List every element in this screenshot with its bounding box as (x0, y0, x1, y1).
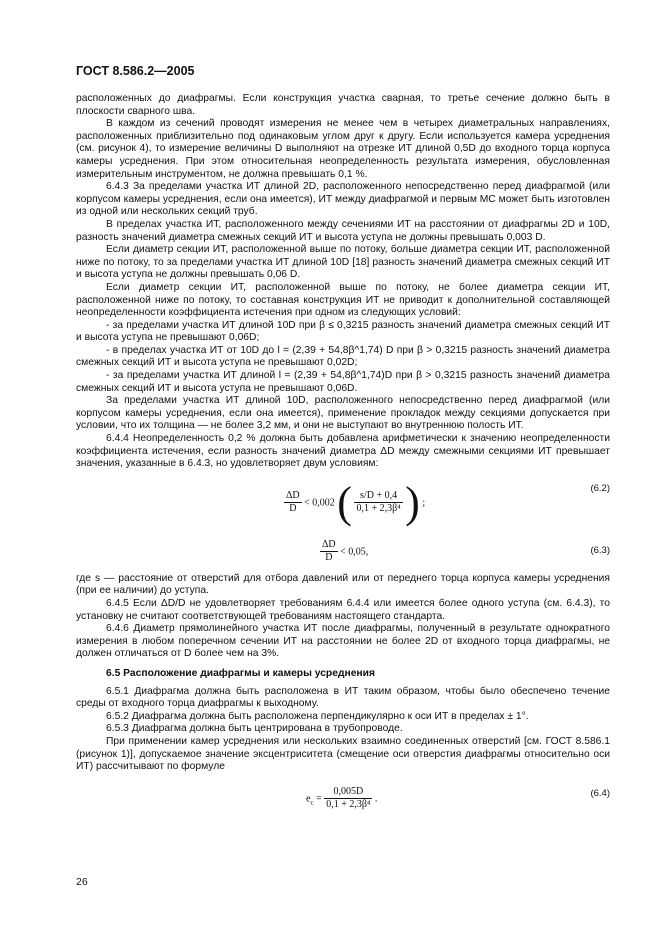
formula-fraction: $\frac{\Delta D}{D}$ (286, 489, 300, 515)
formula-fraction: $\frac{0,005D}{\text{0,1 + 2,3β⁴}}$ (326, 785, 371, 811)
paragraph: При применении камер усреднения или нескольких взаимно соединенных отверстий [см. ГОСТ 8.586.1 (рисунок 1)], допускаемое значение эксцентриситета (смещение оси отверстия диафрагмы относительно оси ИТ) рассчитывают по формуле (76, 735, 610, 773)
paragraph: В пределах участка ИТ, расположенного между сечениями ИТ на расстоянии от диафрагмы 2D и 10D, разность значений диаметра смежных секций ИТ и высота уступа не должны превышать 0,003 D. (76, 218, 610, 243)
paragraph-6-4-4: 6.4.4 Неопределенность 0,2 % должна быть добавлена арифметически к значению неопределенности коэффициента истечения, если разность значений диаметра ΔD между смежными секциями ИТ превышает значения, указанные в 6.4.3, но удовлетворяет двум условиям: (76, 433, 610, 470)
paragraph-6-5-1: 6.5.1 Диафрагма должна быть расположена в ИТ таким образом, чтобы было обеспечено течение среды от входного торца диафрагмы к выходному. (76, 685, 610, 710)
paragraph-6-5-3: 6.5.3 Диафрагма должна быть центрирована в трубопроводе. (106, 723, 403, 735)
paragraph: В каждом из сечений проводят измерения не менее чем в четырех диаметральных направлениях, расположенных приблизительно под одинаковым углом друг к другу. Если используется камера усреднения (см. рисунок 4), то измерение величины D выполняют на отрезке ИТ длиной 0,5D до входного торца корпуса камеры усреднения. При этом относительная неопределенность результата измерения, обусловленная измерительным инструментом, не должна превышать 0,1 %. (76, 118, 610, 180)
paragraph-6-4-5: 6.4.5 Если ΔD/D не удовлетворяет требованиям 6.4.4 или имеется более одного уступа (см. 6.4.3), то установку не считают соответствующей требованиям настоящего стандарта. (76, 598, 610, 622)
formula-fraction: $\frac{\Delta D}{D}$ (322, 538, 336, 564)
paragraph: Если диаметр секции ИТ, расположенной выше по потоку, не более диаметра секции ИТ, расположенной ниже по потоку, то составная конструкция ИТ не приводит к дополнительной составляющей неопределенности коэффициента истечения при одном из следующих условий: (76, 281, 610, 319)
formula-6-3 (76, 539, 610, 569)
list-item: - за пределами участка ИТ длиной 10D при β ≤ 0,3215 разность значений диаметра смежных секций ИТ и высота уступа не превышают 0,06D; (76, 319, 610, 344)
list-item: - в пределах участка ИТ от 10D до l = (2,39 + 54,8β^1,74) D при β > 0,3215 разность значений диаметра смежных секций ИТ и высота уступа не превышают 0,02D; (76, 344, 610, 369)
paragraph-6-4-6: 6.4.6 Диаметр прямолинейного участка ИТ после диафрагмы, полученный в результате однократного измерения в любом поперечном сечении ИТ на расстоянии не более 2D от входного торца диафрагмы, не должен отличаться от D более чем на 3%. (76, 623, 610, 660)
page-number: 26 (76, 876, 88, 888)
where-clause: где s — расстояние от отверстий для отбора давлений или от переднего торца корпуса камеры усреднения (при ее наличии) до уступа. (76, 572, 610, 597)
paragraph: расположенных до диафрагмы. Если конструкция участка сварная, то третье сечение должно быть в плоскости сварного шва. (76, 93, 610, 117)
formula-relation: < 0,002 (304, 497, 335, 509)
document-body (76, 93, 610, 828)
formula-relation: < 0,05, (340, 546, 369, 558)
paragraph: Если диаметр секции ИТ, расположенной выше по потоку, больше диаметра секции ИТ, расположенной ниже по потоку, то за пределами участка ИТ длиной 10D [18] разность значений диаметра смежных секций ИТ и высота уступа не должны превышать 0,06 D. (76, 244, 610, 281)
paragraph-6-5-2: 6.5.2 Диафрагма должна быть расположена перпендикулярно к оси ИТ в пределах ± 1°. (106, 710, 529, 722)
formula-fraction: $\frac{s/D + 0,4}{\text{0,1 + 2,3β⁴}}$ (356, 489, 401, 515)
list-item: - за пределами участка ИТ длиной l = (2,39 + 54,8β^1,74)D при β > 0,3215 разность значений диаметра смежных секций ИТ и высота уступа не превышают 0,06D. (76, 370, 610, 394)
paragraph: За пределами участка ИТ длиной 10D, расположенного непосредственно перед диафрагмой (или корпусом камеры усреднения, если она имеется), применение прокладок между секциями допускается при условии, что их толщина — не более 3,2 мм, и они не выступают во внутреннюю полость ИТ. (76, 395, 610, 432)
formula-relation: = (316, 793, 322, 805)
formula-6-4: $e_c$ = $\frac{0,005D}{\text{0,1 + 2,3β⁴}}$ . (6.4) (306, 785, 610, 811)
section-heading: 6.5 Расположение диафрагмы и камеры усреднения (106, 667, 375, 679)
formula-number: (6.4) (590, 787, 610, 799)
formula-6-2: $\frac{\Delta D}{D}$ < 0,002 ( $\frac{s/D + 0,4}{\text{0,1 + 2,3β⁴}}$ ) ; (6.2) (286, 477, 610, 527)
right-paren-icon: ) (405, 477, 420, 527)
document-header: ГОСТ 8.586.2—2005 (76, 64, 195, 78)
paragraph-6-4-3: 6.4.3 За пределами участка ИТ длиной 2D, расположенного непосредственно перед диафрагмой (или корпусом камеры усреднения, если она имеется), ИТ между диафрагмой и первым МС может быть изготовлен из одной или нескольких секций труб. (76, 181, 610, 218)
formula-number: (6.3) (590, 544, 610, 556)
formula-number: (6.2) (590, 482, 610, 494)
left-paren-icon: ( (337, 477, 352, 527)
